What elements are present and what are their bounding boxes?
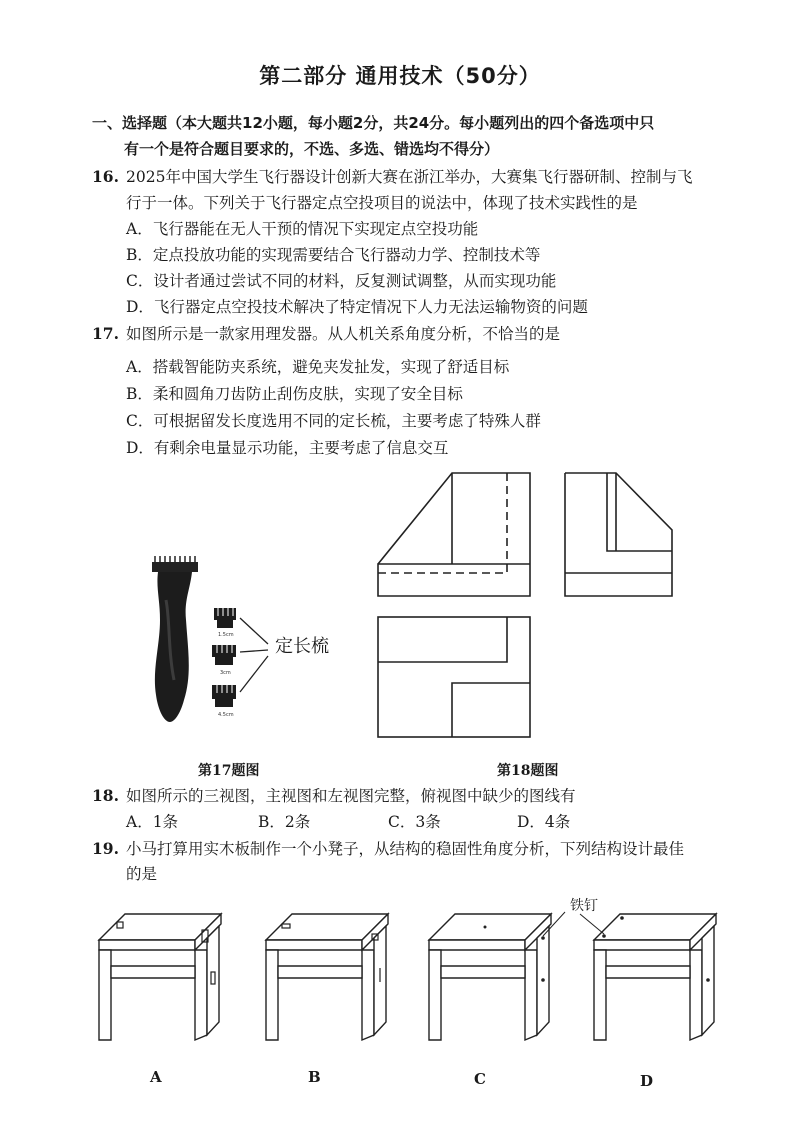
stool-option-c-figure bbox=[425, 910, 560, 1050]
q19-choice-b: B bbox=[308, 1068, 321, 1086]
comb-size-2: 3cm bbox=[220, 670, 231, 676]
q16-stem-line2: 行于一体。下列关于飞行器定点空投项目的说法中，体现了技术实践性的是 bbox=[126, 194, 638, 212]
q18-stem: 如图所示的三视图，主视图和左视图完整，俯视图中缺少的图线有 bbox=[126, 787, 576, 805]
q19-number: 19. bbox=[92, 839, 119, 858]
q16-stem-line1: 2025年中国大学生飞行器设计创新大赛在浙江举办，大赛集飞行器研制、控制与飞 bbox=[126, 168, 693, 186]
q16-option-c: C．设计者通过尝试不同的材料，反复测试调整，从而实现功能 bbox=[126, 272, 557, 290]
page-title: 第二部分 通用技术（50分） bbox=[259, 64, 541, 88]
section-header-line2: 有一个是符合题目要求的，不选、多选、错选均不得分） bbox=[124, 140, 500, 158]
q19-choice-c: C bbox=[474, 1070, 486, 1088]
q18-option-d: D．4条 bbox=[517, 813, 571, 831]
q19-choice-d: D bbox=[640, 1072, 654, 1090]
q19-stem-line2: 的是 bbox=[126, 865, 158, 883]
q16-option-a: A．飞行器能在无人干预的情况下实现定点空投功能 bbox=[126, 220, 479, 238]
comb-size-1: 1.5cm bbox=[218, 632, 234, 638]
q18-option-c: C．3条 bbox=[388, 813, 441, 831]
q17-caption: 第17题图 bbox=[198, 763, 260, 779]
comb-label: 定长梳 bbox=[275, 636, 329, 657]
q18-option-a: A．1条 bbox=[126, 813, 179, 831]
q18-option-b: B．2条 bbox=[258, 813, 311, 831]
nail-label: 铁钉 bbox=[570, 898, 598, 914]
q17-option-b: B．柔和圆角刀齿防止刮伤皮肤，实现了安全目标 bbox=[126, 385, 463, 403]
section-header-line1: 一、选择题（本大题共12小题，每小题2分，共24分。每小题列出的四个备选项中只 bbox=[92, 114, 655, 132]
q17-option-c: C．可根据留发长度选用不同的定长梳，主要考虑了特殊人群 bbox=[126, 412, 541, 430]
q19-choice-a: A bbox=[150, 1068, 162, 1086]
q16-number: 16. bbox=[92, 167, 119, 186]
q17-number: 17. bbox=[92, 324, 119, 343]
q18-number: 18. bbox=[92, 786, 119, 805]
q17-option-a: A．搭载智能防夹系统，避免夹发扯发，实现了舒适目标 bbox=[126, 358, 510, 376]
stool-option-a-figure bbox=[95, 910, 230, 1050]
q17-stem: 如图所示是一款家用理发器。从人机关系角度分析，不恰当的是 bbox=[126, 325, 561, 343]
q16-option-d: D．飞行器定点空投技术解决了特定情况下人力无法运输物资的问题 bbox=[126, 298, 588, 316]
stool-option-b-figure bbox=[262, 910, 397, 1050]
q17-option-d: D．有剩余电量显示功能，主要考虑了信息交互 bbox=[126, 439, 449, 457]
comb-size-3: 4.5cm bbox=[218, 712, 234, 718]
stool-option-d-figure bbox=[590, 910, 725, 1050]
q18-caption: 第18题图 bbox=[497, 763, 559, 779]
q16-option-b: B．定点投放功能的实现需要结合飞行器动力学、控制技术等 bbox=[126, 246, 541, 264]
q19-stem-line1: 小马打算用实木板制作一个小凳子，从结构的稳固性角度分析，下列结构设计最佳 bbox=[126, 840, 685, 858]
